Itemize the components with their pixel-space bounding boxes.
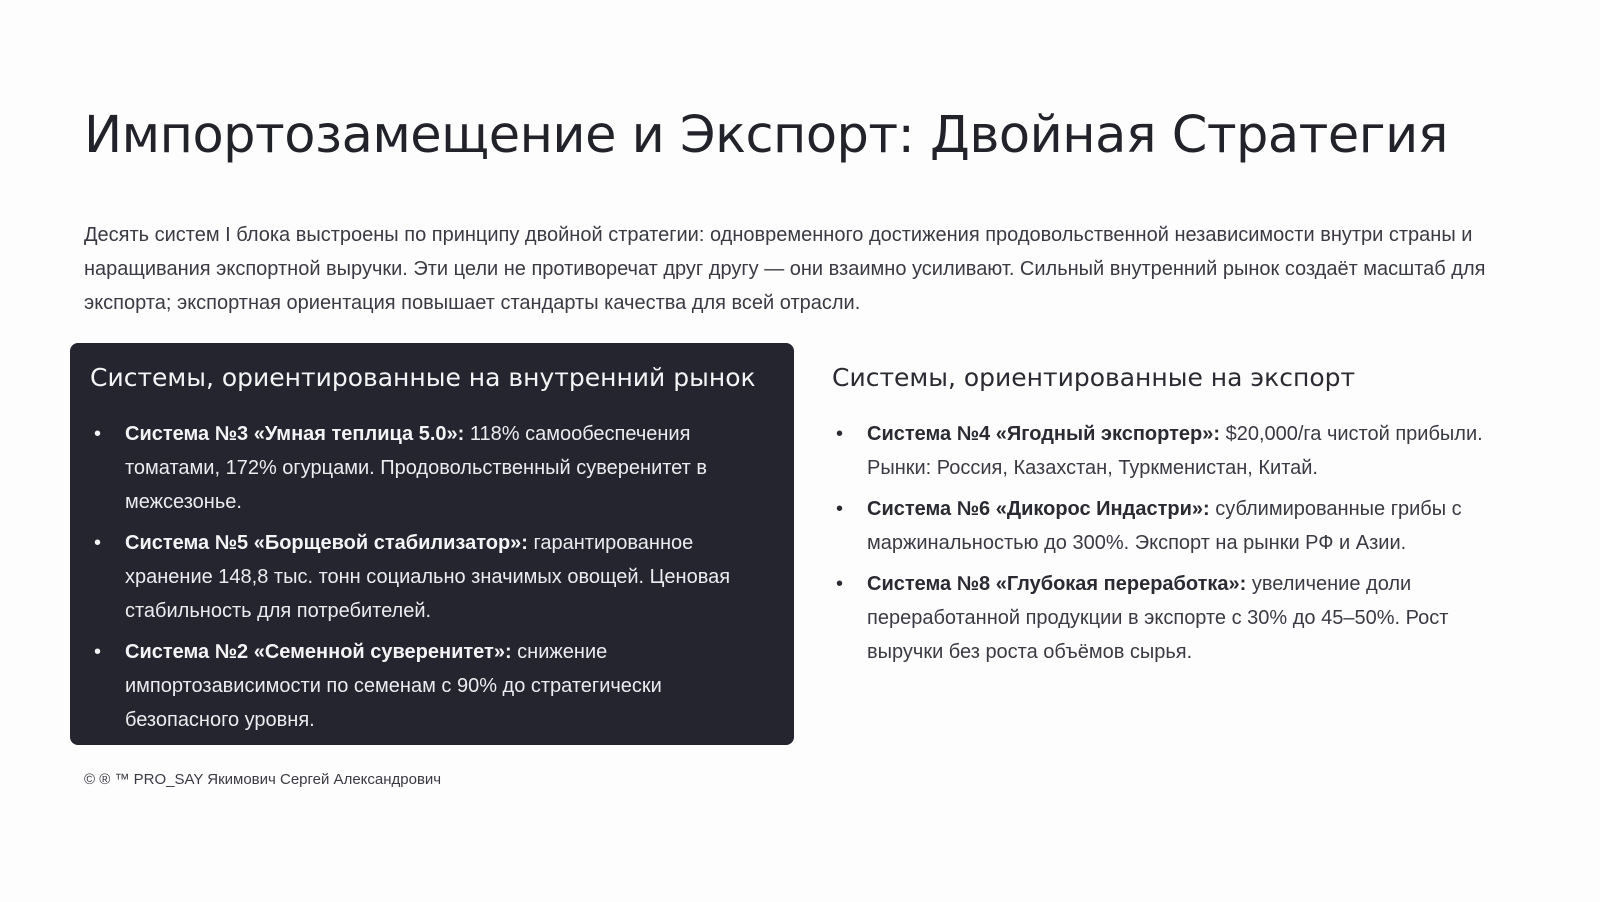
bullet-icon: • <box>836 423 844 445</box>
system-description: $20,000/га чистой прибыли. Рынки: Россия, Казахстан, Туркменистан, Китай. <box>867 423 1483 479</box>
bullet-icon: • <box>94 423 102 445</box>
bullet-icon: • <box>94 532 102 554</box>
list-item <box>832 417 1512 485</box>
system-description: снижение импортозависимости по семенам с 90% до стратегически безопасного уровня. <box>125 641 662 731</box>
bullet-icon: • <box>836 573 844 595</box>
domestic-card-heading: Системы, ориентированные на внутренний рынок <box>90 363 756 392</box>
system-description: гарантированное хранение 148,8 тыс. тонн социально значимых овощей. Ценовая стабильность для потребителей. <box>125 532 731 622</box>
list-item <box>90 635 774 737</box>
system-description: увеличение доли переработанной продукции в экспорте с 30% до 45–50%. Рост выручки без роста объёмов сырья. <box>867 573 1449 663</box>
system-name: Система №8 «Глубокая переработка»: <box>867 573 1247 595</box>
export-systems-list <box>832 417 1512 669</box>
domestic-systems-list <box>90 417 774 737</box>
system-description: сублимированные грибы с маржинальностью до 300%. Экспорт на рынки РФ и Азии. <box>867 498 1462 554</box>
system-name: Система №5 «Борщевой стабилизатор»: <box>125 532 528 554</box>
page-title: Импортозамещение и Экспорт: Двойная Стратегия <box>84 106 1448 165</box>
list-item <box>90 526 774 628</box>
bullet-icon: • <box>836 498 844 520</box>
copyright-footer: © ® ™ PRO_SAY Якимович Сергей Александрович <box>84 771 442 788</box>
list-item <box>832 567 1512 669</box>
system-description: 118% самообеспечения томатами, 172% огурцами. Продовольственный суверенитет в межсезонье. <box>125 423 707 513</box>
export-card-heading: Системы, ориентированные на экспорт <box>832 363 1356 392</box>
bullet-icon: • <box>94 641 102 663</box>
system-name: Система №3 «Умная теплица 5.0»: <box>125 423 465 445</box>
system-name: Система №6 «Дикорос Индастри»: <box>867 498 1210 520</box>
intro-paragraph: Десять систем I блока выстроены по принципу двойной стратегии: одновременного достижения продовольственной независимости внутри страны и наращивания экспортной выручки. Эти цели не противоречат друг другу — они взаимно усиливают. Сильный внутренний рынок создаёт масштаб для экспорта; экспортная ориентация повышает стандарты качества для всей отрасли. <box>84 224 1486 314</box>
list-item <box>832 492 1512 560</box>
system-name: Система №4 «Ягодный экспортер»: <box>867 423 1221 445</box>
list-item <box>90 417 774 519</box>
export-market-card <box>812 343 1532 745</box>
system-name: Система №2 «Семенной суверенитет»: <box>125 641 512 663</box>
domestic-market-card <box>70 343 794 745</box>
